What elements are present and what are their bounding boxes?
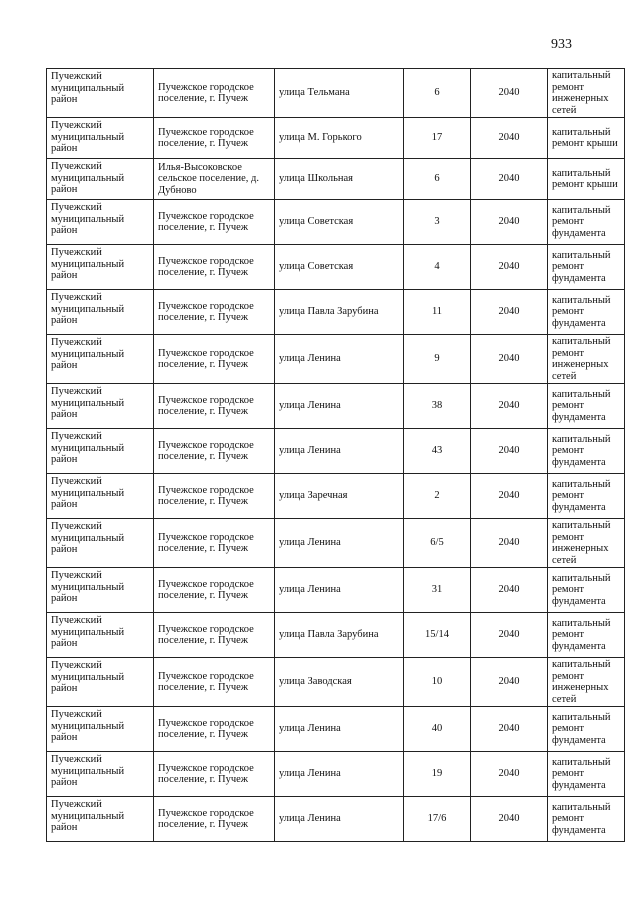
street-cell: улица Павла Зарубина — [275, 613, 404, 658]
work-type-cell: капитальный ремонт фундамента — [548, 290, 625, 335]
district-cell: Пучежский муниципальный район — [47, 797, 154, 842]
house-number-cell: 6 — [404, 159, 471, 200]
house-number-cell: 4 — [404, 245, 471, 290]
settlement-cell: Пучежское городское поселение, г. Пучеж — [154, 200, 275, 245]
settlement-cell: Пучежское городское поселение, г. Пучеж — [154, 568, 275, 613]
district-cell: Пучежский муниципальный район — [47, 335, 154, 384]
district-cell: Пучежский муниципальный район — [47, 159, 154, 200]
street-cell: улица Ленина — [275, 568, 404, 613]
year-cell: 2040 — [471, 474, 548, 519]
settlement-cell: Пучежское городское поселение, г. Пучеж — [154, 707, 275, 752]
work-type-cell: капитальный ремонт фундамента — [548, 245, 625, 290]
district-cell: Пучежский муниципальный район — [47, 69, 154, 118]
house-number-cell: 40 — [404, 707, 471, 752]
settlement-cell: Пучежское городское поселение, г. Пучеж — [154, 752, 275, 797]
house-number-cell: 2 — [404, 474, 471, 519]
street-cell: улица Ленина — [275, 752, 404, 797]
house-number-cell: 6/5 — [404, 519, 471, 568]
district-cell: Пучежский муниципальный район — [47, 384, 154, 429]
table-row — [47, 568, 625, 613]
street-cell: улица М. Горького — [275, 118, 404, 159]
district-cell: Пучежский муниципальный район — [47, 519, 154, 568]
repair-schedule-table — [46, 68, 625, 842]
year-cell: 2040 — [471, 290, 548, 335]
settlement-cell: Пучежское городское поселение, г. Пучеж — [154, 474, 275, 519]
work-type-cell: капитальный ремонт инженерных сетей — [548, 658, 625, 707]
year-cell: 2040 — [471, 658, 548, 707]
work-type-cell: капитальный ремонт инженерных сетей — [548, 69, 625, 118]
street-cell: улица Ленина — [275, 519, 404, 568]
year-cell: 2040 — [471, 568, 548, 613]
settlement-cell: Пучежское городское поселение, г. Пучеж — [154, 613, 275, 658]
table-row — [47, 613, 625, 658]
work-type-cell: капитальный ремонт фундамента — [548, 200, 625, 245]
table-row — [47, 69, 625, 118]
year-cell: 2040 — [471, 245, 548, 290]
district-cell: Пучежский муниципальный район — [47, 118, 154, 159]
table-row — [47, 118, 625, 159]
table-row — [47, 290, 625, 335]
house-number-cell: 9 — [404, 335, 471, 384]
table-row — [47, 200, 625, 245]
year-cell: 2040 — [471, 797, 548, 842]
house-number-cell: 19 — [404, 752, 471, 797]
street-cell: улица Советская — [275, 245, 404, 290]
table-row — [47, 752, 625, 797]
table-body — [47, 69, 625, 842]
district-cell: Пучежский муниципальный район — [47, 245, 154, 290]
street-cell: улица Советская — [275, 200, 404, 245]
district-cell: Пучежский муниципальный район — [47, 707, 154, 752]
table-row — [47, 797, 625, 842]
street-cell: улица Ленина — [275, 384, 404, 429]
settlement-cell: Пучежское городское поселение, г. Пучеж — [154, 797, 275, 842]
district-cell: Пучежский муниципальный район — [47, 429, 154, 474]
settlement-cell: Пучежское городское поселение, г. Пучеж — [154, 519, 275, 568]
district-cell: Пучежский муниципальный район — [47, 568, 154, 613]
settlement-cell: Пучежское городское поселение, г. Пучеж — [154, 658, 275, 707]
house-number-cell: 6 — [404, 69, 471, 118]
district-cell: Пучежский муниципальный район — [47, 474, 154, 519]
year-cell: 2040 — [471, 613, 548, 658]
settlement-cell: Илья-Высоковское сельское поселение, д. Дубново — [154, 159, 275, 200]
district-cell: Пучежский муниципальный район — [47, 200, 154, 245]
table-row — [47, 335, 625, 384]
street-cell: улица Школьная — [275, 159, 404, 200]
house-number-cell: 31 — [404, 568, 471, 613]
street-cell: улица Ленина — [275, 335, 404, 384]
settlement-cell: Пучежское городское поселение, г. Пучеж — [154, 384, 275, 429]
table-row — [47, 159, 625, 200]
work-type-cell: капитальный ремонт фундамента — [548, 474, 625, 519]
work-type-cell: капитальный ремонт фундамента — [548, 797, 625, 842]
settlement-cell: Пучежское городское поселение, г. Пучеж — [154, 429, 275, 474]
district-cell: Пучежский муниципальный район — [47, 290, 154, 335]
street-cell: улица Павла Зарубина — [275, 290, 404, 335]
street-cell: улица Тельмана — [275, 69, 404, 118]
table-row — [47, 245, 625, 290]
table-row — [47, 707, 625, 752]
settlement-cell: Пучежское городское поселение, г. Пучеж — [154, 69, 275, 118]
street-cell: улица Ленина — [275, 797, 404, 842]
year-cell: 2040 — [471, 752, 548, 797]
table-row — [47, 384, 625, 429]
table-row — [47, 519, 625, 568]
district-cell: Пучежский муниципальный район — [47, 658, 154, 707]
house-number-cell: 17 — [404, 118, 471, 159]
work-type-cell: капитальный ремонт инженерных сетей — [548, 519, 625, 568]
work-type-cell: капитальный ремонт крыши — [548, 118, 625, 159]
house-number-cell: 17/6 — [404, 797, 471, 842]
work-type-cell: капитальный ремонт фундамента — [548, 707, 625, 752]
work-type-cell: капитальный ремонт фундамента — [548, 384, 625, 429]
work-type-cell: капитальный ремонт фундамента — [548, 429, 625, 474]
year-cell: 2040 — [471, 200, 548, 245]
work-type-cell: капитальный ремонт фундамента — [548, 752, 625, 797]
settlement-cell: Пучежское городское поселение, г. Пучеж — [154, 335, 275, 384]
table-row — [47, 429, 625, 474]
street-cell: улица Заречная — [275, 474, 404, 519]
work-type-cell: капитальный ремонт крыши — [548, 159, 625, 200]
house-number-cell: 11 — [404, 290, 471, 335]
table-row — [47, 474, 625, 519]
street-cell: улица Ленина — [275, 429, 404, 474]
work-type-cell: капитальный ремонт инженерных сетей — [548, 335, 625, 384]
street-cell: улица Заводская — [275, 658, 404, 707]
table-row — [47, 658, 625, 707]
settlement-cell: Пучежское городское поселение, г. Пучеж — [154, 290, 275, 335]
house-number-cell: 38 — [404, 384, 471, 429]
page-number: 933 — [551, 37, 572, 52]
settlement-cell: Пучежское городское поселение, г. Пучеж — [154, 245, 275, 290]
year-cell: 2040 — [471, 429, 548, 474]
work-type-cell: капитальный ремонт фундамента — [548, 568, 625, 613]
year-cell: 2040 — [471, 707, 548, 752]
house-number-cell: 43 — [404, 429, 471, 474]
street-cell: улица Ленина — [275, 707, 404, 752]
year-cell: 2040 — [471, 118, 548, 159]
house-number-cell: 3 — [404, 200, 471, 245]
district-cell: Пучежский муниципальный район — [47, 752, 154, 797]
year-cell: 2040 — [471, 384, 548, 429]
district-cell: Пучежский муниципальный район — [47, 613, 154, 658]
year-cell: 2040 — [471, 519, 548, 568]
year-cell: 2040 — [471, 69, 548, 118]
work-type-cell: капитальный ремонт фундамента — [548, 613, 625, 658]
settlement-cell: Пучежское городское поселение, г. Пучеж — [154, 118, 275, 159]
house-number-cell: 15/14 — [404, 613, 471, 658]
year-cell: 2040 — [471, 335, 548, 384]
house-number-cell: 10 — [404, 658, 471, 707]
year-cell: 2040 — [471, 159, 548, 200]
